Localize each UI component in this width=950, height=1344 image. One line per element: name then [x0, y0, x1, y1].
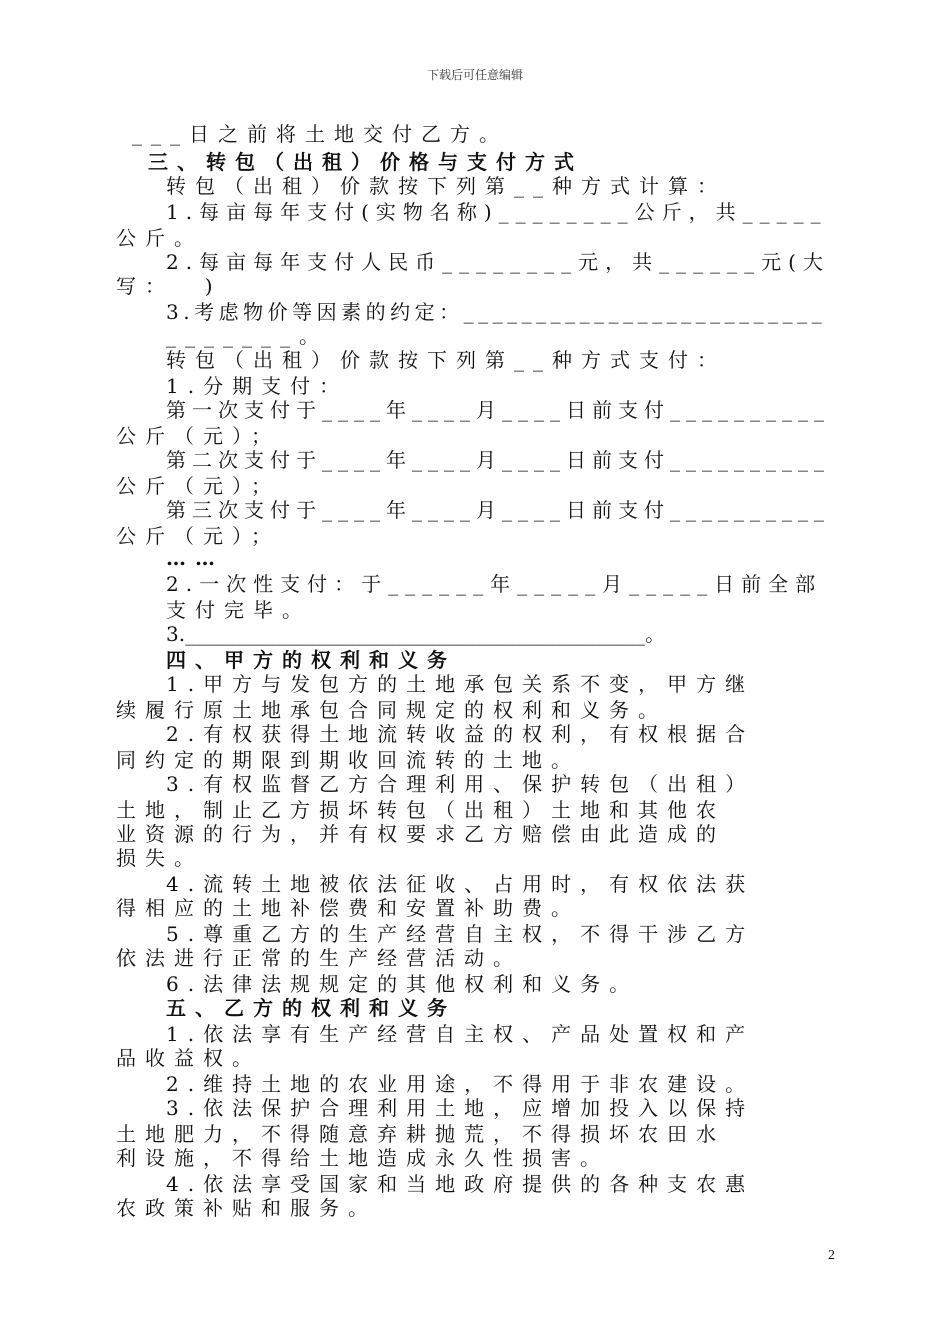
text-line: 2.有权获得土地流转收益的权利，有权根据合: [166, 722, 755, 746]
section-heading: 五、乙方的权利和义务: [166, 996, 456, 1020]
text-line: _______。: [166, 324, 328, 348]
text-line: 5.尊重乙方的生产经营自主权，不得干涉乙方: [166, 922, 755, 946]
text-line: ___日之前将土地交付乙方。: [132, 122, 508, 146]
text-line: 支付完毕。: [166, 598, 311, 622]
text-line: 1.甲方与发包方的土地承包关系不变，甲方继: [166, 672, 755, 696]
text-line: 公斤（元）；: [116, 474, 280, 498]
text-line: 得相应的土地补偿费和安置补助费。: [116, 896, 580, 920]
text-line: 续履行原土地承包合同规定的权利和义务。: [116, 698, 667, 722]
page-header: 下载后可任意编辑: [426, 68, 523, 82]
text-line: 公斤。: [116, 226, 203, 250]
text-line: 3.______________________________________________。: [166, 622, 666, 646]
section-heading: 四、甲方的权利和义务: [166, 648, 456, 672]
text-line: 第三次支付于____年____月____日前支付__________: [166, 498, 830, 522]
text-line: 3.依法保护合理利用土地，应增加投入以保持: [166, 1096, 755, 1120]
text-line: 2.一次性支付：于______年_____月_____日前全部: [166, 572, 823, 596]
text-line: 品收益权。: [116, 1046, 261, 1070]
text-line: 依法进行正常的生产经营活动。: [116, 946, 522, 970]
text-line: 第一次支付于____年____月____日前支付__________: [166, 398, 830, 422]
text-line: 第二次支付于____年____月____日前支付__________: [166, 448, 830, 472]
text-line: 1.每亩每年支付(实物名称)________公斤，共_____: [166, 200, 828, 224]
text-line: 转包（出租）价款按下列第__种方式支付：: [166, 348, 726, 372]
text-line: 农政策补贴和服务。: [116, 1196, 377, 1220]
text-line: 同约定的期限到期收回流转的土地。: [116, 748, 580, 772]
text-line: 4.流转土地被依法征收、占用时，有权依法获: [166, 872, 755, 896]
text-line: 3.考虑物价等因素的约定：_________________________: [166, 300, 827, 324]
text-line: ……: [166, 546, 224, 570]
text-line: 2.每亩每年支付人民币________元，共______元(大: [166, 250, 830, 274]
text-line: 利设施，不得给土地造成永久性损害。: [116, 1146, 609, 1170]
text-line: 业资源的行为，并有权要求乙方赔偿由此造成的: [116, 822, 725, 846]
text-line: 公斤（元）；: [116, 524, 280, 548]
text-line: 1.依法享有生产经营自主权、产品处置权和产: [166, 1022, 755, 1046]
text-line: 3.有权监督乙方合理利用、保护转包（出租）: [166, 772, 755, 796]
text-line: 2.维持土地的农业用途，不得用于非农建设。: [166, 1072, 755, 1096]
text-line: 1.分期支付：: [166, 374, 349, 398]
text-line: 转包（出租）价款按下列第__种方式计算：: [166, 174, 726, 198]
text-line: 土地肥力，不得随意弃耕抛荒，不得损坏农田水: [116, 1122, 725, 1146]
text-line: 写： ): [116, 274, 222, 298]
text-line: 公斤（元）；: [116, 424, 280, 448]
text-line: 损失。: [116, 846, 203, 870]
text-line: 土地，制止乙方损坏转包（出租）土地和其他农: [116, 798, 725, 822]
page-number: 2: [828, 1248, 835, 1263]
text-line: 6.法律法规规定的其他权利和义务。: [166, 972, 639, 996]
section-heading: 三、转包（出租）价格与支付方式: [148, 150, 583, 174]
text-line: 4.依法享受国家和当地政府提供的各种支农惠: [166, 1172, 755, 1196]
